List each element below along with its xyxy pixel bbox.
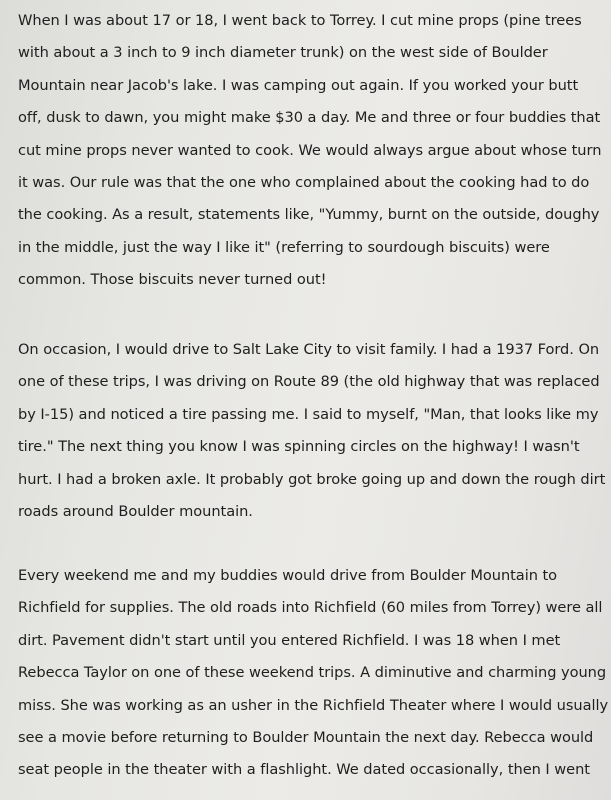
text-line: hurt. I had a broken axle. It probably got broke going up and down the rough dirt — [18, 470, 606, 488]
paragraph-mine-props — [18, 5, 608, 297]
text-line: it was. Our rule was that the one who complained about the cooking had to do — [18, 173, 590, 191]
text-line: off, dusk to dawn, you might make $30 a day. Me and three or four buddies that — [18, 109, 601, 127]
text-line: by I-15) and noticed a tire passing me. I said to myself, "Man, that looks like my — [18, 405, 599, 423]
text-line: Mountain near Jacob's lake. I was camping out again. If you worked your butt — [18, 76, 579, 94]
text-line: in the middle, just the way I like it" (referring to sourdough biscuits) were — [18, 238, 550, 256]
text-line: with about a 3 inch to 9 inch diameter trunk) on the west side of Boulder — [18, 44, 548, 62]
text-line: tire." The next thing you know I was spinning circles on the highway! I wasn't — [18, 438, 580, 456]
text-line: common. Those biscuits never turned out! — [18, 271, 327, 289]
text-line: roads around Boulder mountain. — [18, 502, 253, 520]
paragraph-richfield-weekends — [18, 560, 608, 787]
text-line: Rebecca Taylor on one of these weekend trips. A diminutive and charming young — [18, 664, 607, 682]
text-line: dirt. Pavement didn't start until you entered Richfield. I was 18 when I met — [18, 631, 561, 649]
text-line: one of these trips, I was driving on Route 89 (the old highway that was replaced — [18, 373, 600, 391]
text-line: cut mine props never wanted to cook. We would always argue about whose turn — [18, 141, 602, 159]
text-line: the cooking. As a result, statements like, "Yummy, burnt on the outside, doughy — [18, 206, 600, 224]
text-line: Every weekend me and my buddies would drive from Boulder Mountain to — [18, 567, 558, 584]
text-line: miss. She was working as an usher in the Richfield Theater where I would usually — [18, 696, 609, 714]
paragraph-salt-lake-trip — [18, 334, 608, 528]
text-line: Richfield for supplies. The old roads into Richfield (60 miles from Torrey) were all — [18, 599, 603, 617]
text-line: On occasion, I would drive to Salt Lake City to visit family. I had a 1937 Ford. On — [18, 341, 600, 358]
text-line: seat people in the theater with a flashlight. We dated occasionally, then I went — [18, 761, 590, 779]
text-line: see a movie before returning to Boulder Mountain the next day. Rebecca would — [18, 728, 594, 746]
text-line: When I was about 17 or 18, I went back to Torrey. I cut mine props (pine trees — [18, 12, 582, 29]
